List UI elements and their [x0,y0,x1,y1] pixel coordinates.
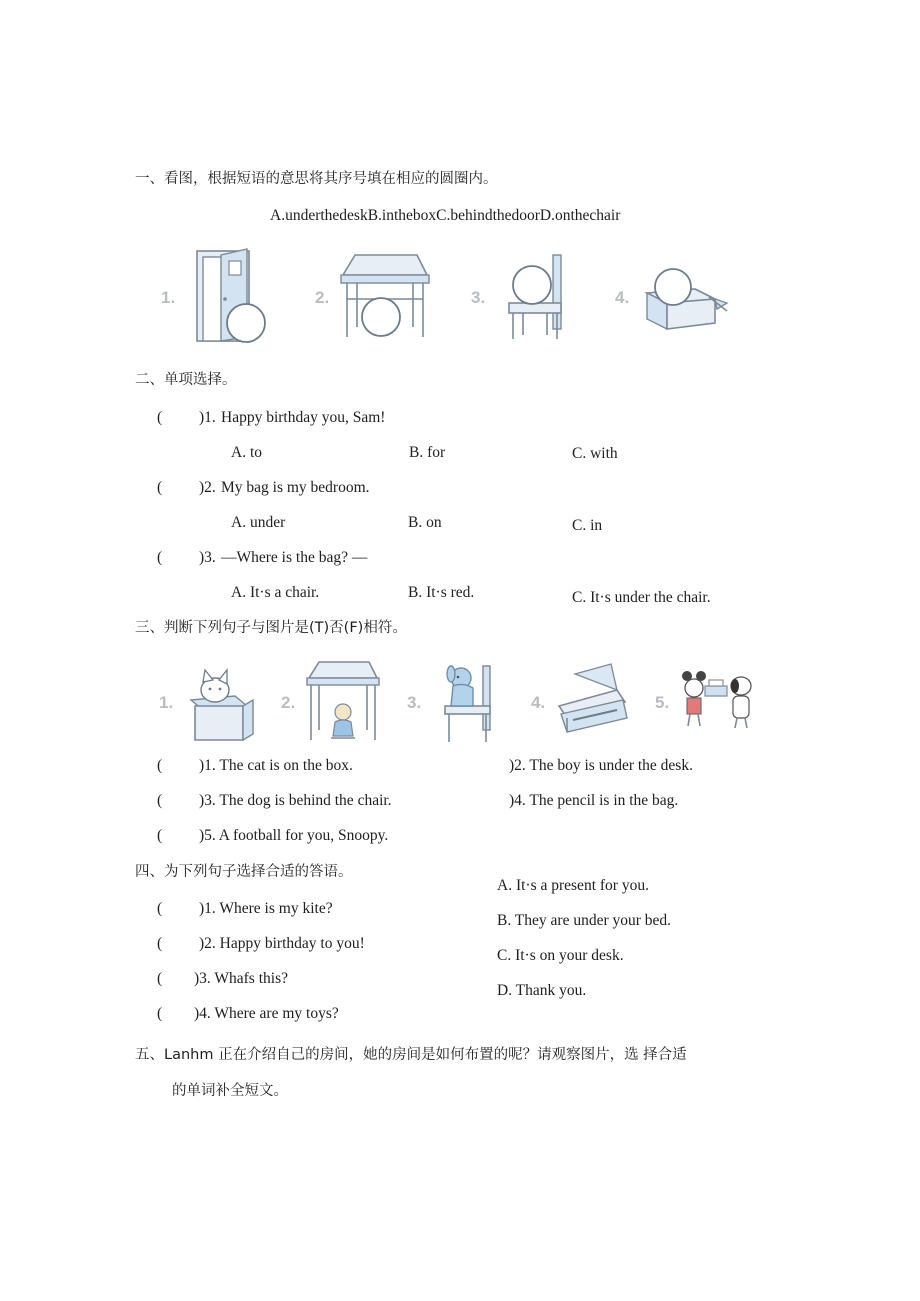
section-1-heading: 一、看图，根据短语的意思将其序号填在相应的圆圈内。 [135,171,498,187]
s1-pic-label-4: 4. [615,288,630,307]
s2-q1-paren-open[interactable]: ( [157,409,163,426]
s4-answer-b: B. They are under your bed. [497,912,672,929]
s2-q3-stem: —Where is the bag? — [221,549,368,566]
s2-q3-option-c[interactable]: C. It·s under the chair. [572,589,711,606]
s3-picture-1 [159,670,253,740]
s2-q1-option-a[interactable]: A. to [231,444,262,461]
s1-pic-label-1: 1. [161,288,176,307]
s2-q1-number: )1. [199,409,216,426]
s2-q1-option-c[interactable]: C. with [572,445,618,462]
s3-pic-label-1: 1. [159,693,174,712]
s1-picture-2 [315,255,429,337]
s2-q1-stem: Happy birthday you, Sam! [221,409,386,426]
ball-under-desk-icon [341,255,429,337]
s4-q2-paren-open[interactable]: ( [157,935,163,952]
cat-in-box-icon [191,670,253,740]
s4-q4-paren-open[interactable]: ( [157,1005,163,1022]
s4-answer-a: A. It·s a present for you. [497,877,649,894]
section-2-heading: 二、单项选择。 [135,372,237,388]
s2-q2-option-a[interactable]: A. under [231,514,286,531]
section-1-picture-row [155,245,755,345]
s1-pic-label-3: 3. [471,288,486,307]
boy-under-desk-icon [307,662,379,740]
s1-picture-4 [615,269,727,329]
s3-item2-text: )2. The boy is under the desk. [509,757,693,774]
section-1-options: A.underthedeskB.intheboxC.behindthedoorD.onthechair [270,207,621,224]
s3-item5-text: )5. A football for you, Snoopy. [199,827,389,844]
s4-answer-d: D. Thank you. [497,982,587,999]
s4-q4-text: )4. Where are my toys? [194,1005,339,1022]
ball-on-chair-icon [509,255,561,339]
dog-on-chair-icon [445,666,490,742]
s2-q2-number: )2. [199,479,216,496]
s1-picture-3 [471,255,561,339]
s2-q2-option-b[interactable]: B. on [408,514,442,531]
section-3-heading: 三、判断下列句子与图片是(T)否(F)相符。 [135,620,407,636]
s3-picture-2 [281,662,379,740]
section-4-heading: 四、为下列句子选择合适的答语。 [135,864,353,880]
s3-item1-paren-open[interactable]: ( [157,757,163,774]
s3-item5-paren-open[interactable]: ( [157,827,163,844]
ball-behind-door-icon [197,249,265,342]
s3-pic-label-4: 4. [531,693,546,712]
s2-q2-option-c[interactable]: C. in [572,517,603,534]
s2-q2-paren-open[interactable]: ( [157,479,163,496]
s3-item3-text: )3. The dog is behind the chair. [199,792,392,809]
s2-q3-paren-open[interactable]: ( [157,549,163,566]
section-5-heading-line-1: 五、Lanhm 正在介绍自己的房间，她的房间是如何布置的呢？请观察图片，选 择合适 [135,1047,687,1063]
section-5-heading-line-2: 的单词补全短文。 [172,1083,288,1099]
s3-item3-paren-open[interactable]: ( [157,792,163,809]
s4-q3-text: )3. Whafs this? [194,970,288,987]
s2-q3-option-b[interactable]: B. It·s red. [408,584,475,601]
s3-picture-3 [407,666,490,742]
s3-item4-text: )4. The pencil is in the bag. [509,792,679,809]
s4-q1-text: )1. Where is my kite? [199,900,333,917]
s4-answer-c: C. It·s on your desk. [497,947,624,964]
pencil-in-pencil-case-icon [559,664,627,732]
s3-picture-4 [531,664,627,732]
s1-pic-label-2: 2. [315,288,330,307]
s4-q1-paren-open[interactable]: ( [157,900,163,917]
s3-pic-label-2: 2. [281,693,296,712]
s2-q3-option-a[interactable]: A. It·s a chair. [231,584,320,601]
s3-pic-label-3: 3. [407,693,422,712]
s2-q3-number: )3. [199,549,216,566]
section-3-picture-row [155,656,775,746]
s2-q2-stem: My bag is my bedroom. [221,479,370,496]
ball-in-box-icon [647,269,727,329]
s4-q3-paren-open[interactable]: ( [157,970,163,987]
s4-q2-text: )2. Happy birthday to you! [199,935,365,952]
s3-pic-label-5: 5. [655,693,670,712]
s2-q1-option-b[interactable]: B. for [409,444,446,461]
s1-picture-1 [161,249,265,342]
s3-picture-5 [655,671,751,728]
mickey-gives-cake-to-snoopy-icon [682,671,751,728]
s3-item1-text: )1. The cat is on the box. [199,757,353,774]
